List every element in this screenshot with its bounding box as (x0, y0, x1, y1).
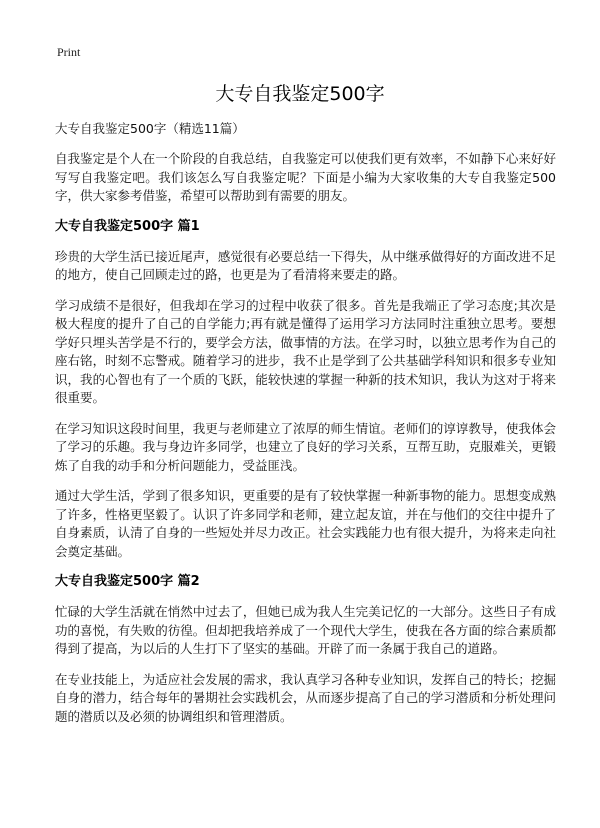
document-subtitle: 大专自我鉴定500字（精选11篇） (55, 121, 245, 136)
section-2-paragraph-2: 在专业技能上，为适应社会发展的需求，我认真学习各种专业知识，发挥自己的特长；挖掘自身的潜力，结合每年的暑期社会实践机会，从而逐步提高了自己的学习潜质和分析处理问题的潜质以及必须的协调组织和管理潜质。 (55, 671, 556, 724)
document-title: 大专自我鉴定500字 (215, 83, 385, 105)
section-1-paragraph-4: 通过大学生活，学到了很多知识，更重要的是有了较快掌握一种新事物的能力。思想变成熟了许多，性格更坚毅了。认识了许多同学和老师，建立起友谊，并在与他们的交往中提升了自身素质，认清了自身的一些短处并尽力改正。社会实践能力也有很大提升，为将来走向社会奠定基础。 (55, 488, 556, 559)
section-heading-2: 大专自我鉴定500字 篇2 (55, 574, 200, 589)
intro-paragraph: 自我鉴定是个人在一个阶段的自我总结，自我鉴定可以使我们更有效率，不如静下心来好好写写自我鉴定吧。我们该怎么写自我鉴定呢？下面是小编为大家收集的大专自我鉴定500字，供大家参考借鉴，希望可以帮助到有需要的朋友。 (55, 151, 556, 203)
section-heading-1: 大专自我鉴定500字 篇1 (55, 218, 200, 234)
section-1-paragraph-2: 学习成绩不是很好，但我却在学习的过程中收获了很多。首先是我端正了学习态度;其次是极大程度的提升了自己的自学能力;再有就是懂得了运用学习方法同时注重独立思考。要想学好只埋头苦学是不行的，要学会方法，做事情的方法。在学习时，以独立思考作为自己的座右铭，时刻不忘警戒。随着学习的进步，我不止是学到了公共基础学科知识和很多专业知识，我的心智也有了一个质的飞跃，能较快速的掌握一种新的技术知识，我认为这对于将来很重要。 (55, 297, 556, 405)
section-1-paragraph-3: 在学习知识这段时间里，我更与老师建立了浓厚的师生情谊。老师们的谆谆教导，使我体会了学习的乐趣。我与身边许多同学，也建立了良好的学习关系，互帮互助，克服难关，更锻炼了自我的动手和分析问题能力，受益匪浅。 (55, 420, 556, 473)
section-2-paragraph-1: 忙碌的大学生活就在悄然中过去了，但她已成为我人生完美记忆的一大部分。这些日子有成功的喜悦，有失败的彷徨。但却把我培养成了一个现代大学生，使我在各方面的综合素质都得到了提高，为以后的人生打下了坚实的基础。开辟了而一条属于我自己的道路。 (55, 604, 556, 656)
document-body (55, 120, 556, 738)
section-1-paragraph-1: 珍贵的大学生活已接近尾声，感觉很有必要总结一下得失，从中继承做得好的方面改进不足的地方，使自己回顾走过的路，也更是为了看清将来要走的路。 (55, 248, 556, 282)
print-label[interactable]: Print (57, 45, 81, 59)
